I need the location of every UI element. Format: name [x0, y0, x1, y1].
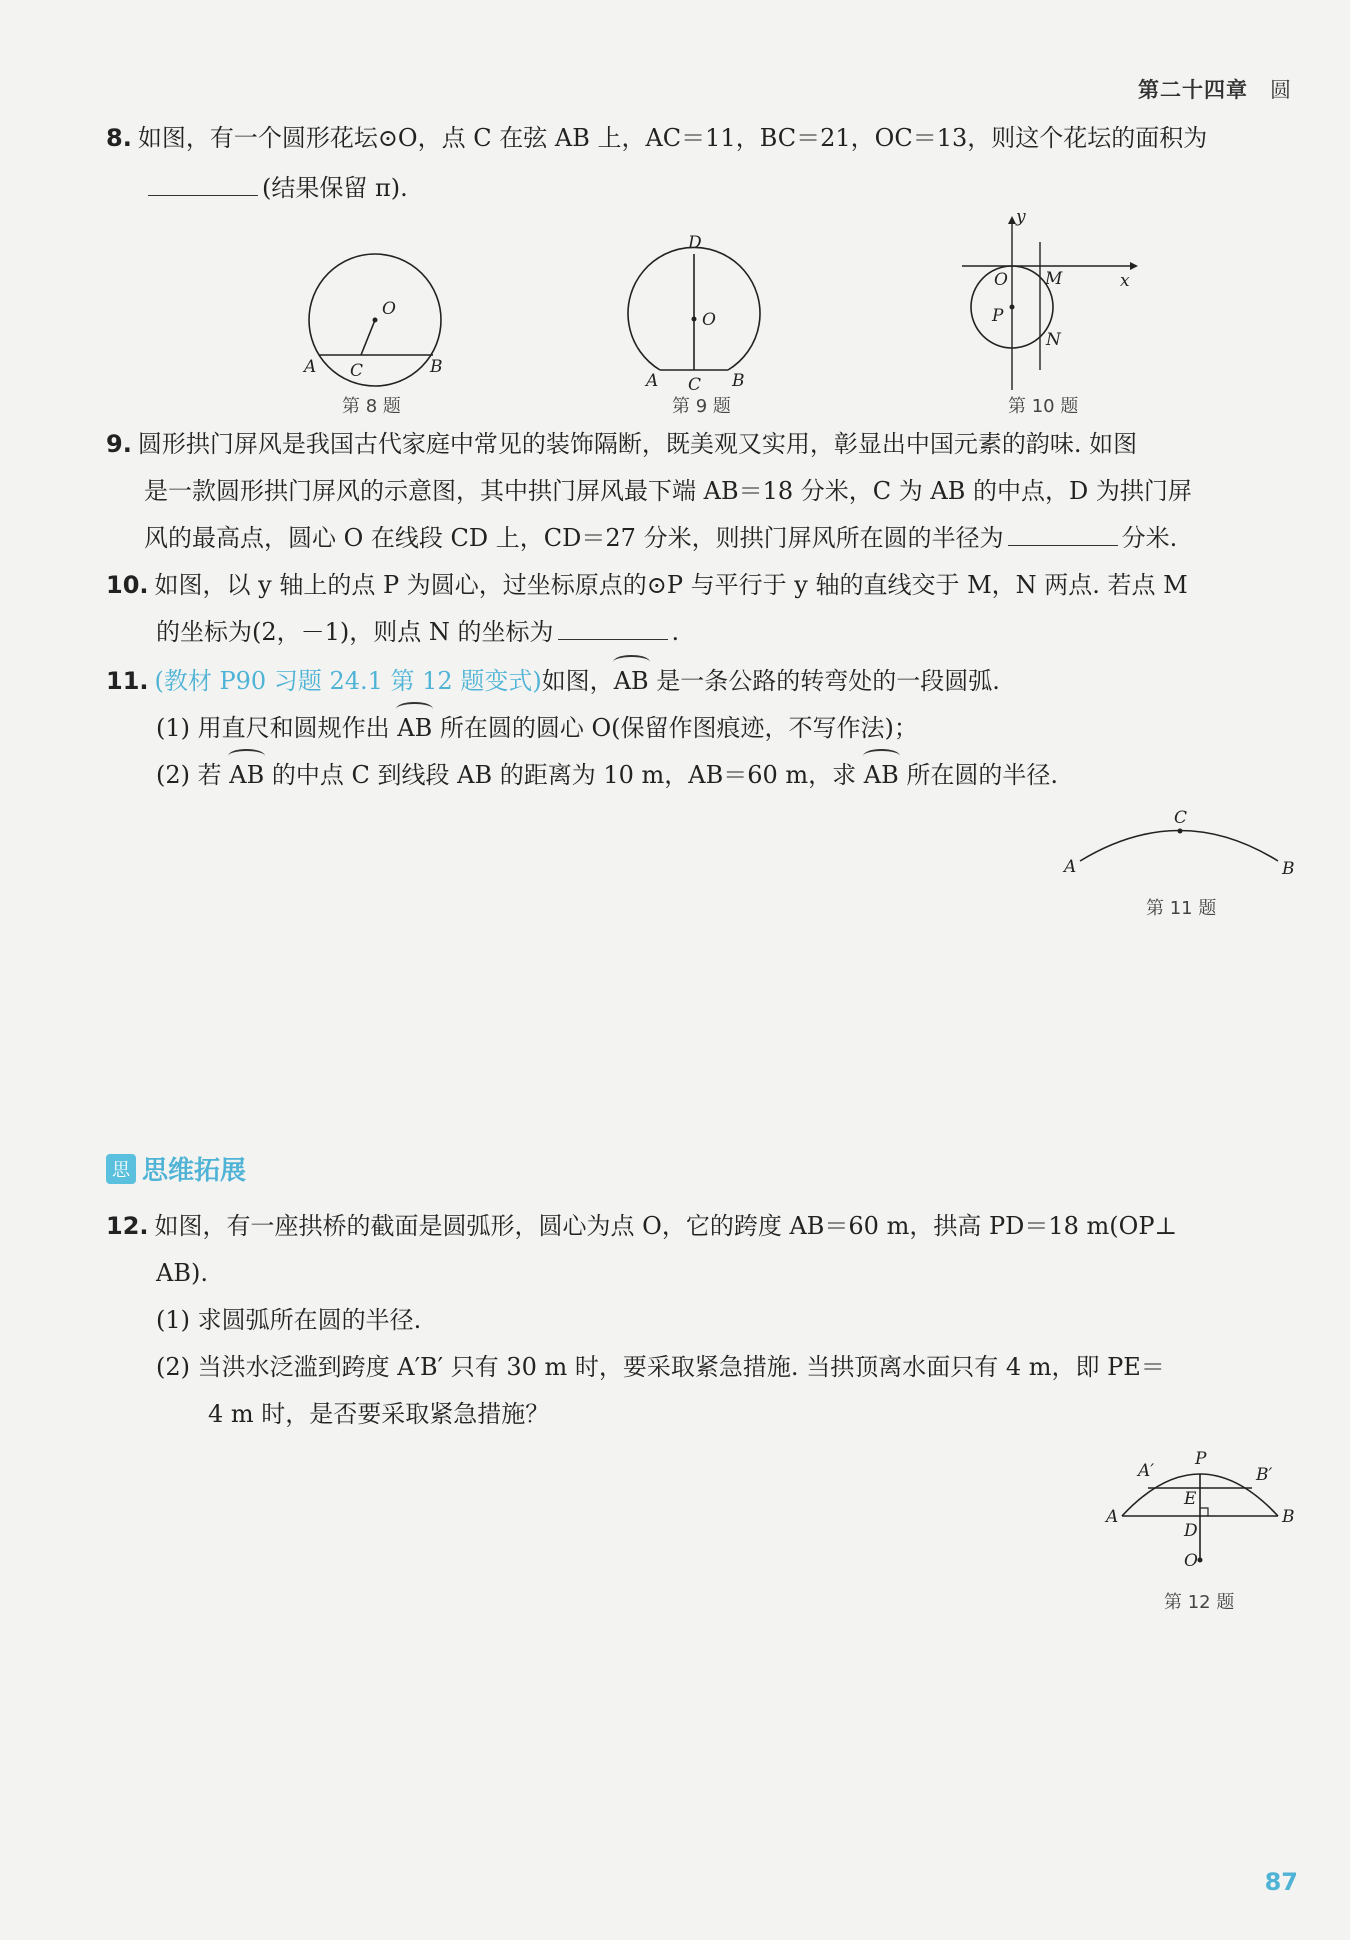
q11-p1-arc: AB — [397, 711, 432, 745]
q9-answer-blank[interactable] — [1008, 523, 1118, 546]
f9-label-a: A — [646, 371, 659, 391]
figure-12-caption: 第 12 题 — [1164, 1592, 1235, 1613]
q9-line-1 — [106, 427, 1137, 461]
f8-label-a: A — [304, 357, 317, 377]
q11-text-1a: 如图， — [541, 667, 614, 695]
q8-line-1 — [106, 121, 1207, 155]
f12-label-b1: B′ — [1256, 1465, 1273, 1485]
q8-text-1: 如图，有一个圆形花坛⊙O，点 C 在弦 AB 上，AC＝11，BC＝21，OC＝13，则这个花坛的面积为 — [137, 124, 1208, 152]
q11-part-1 — [156, 711, 918, 745]
q10-answer-blank[interactable] — [558, 617, 668, 640]
figure-11-diagram — [1060, 806, 1300, 878]
q9-line-3 — [144, 521, 1177, 555]
q11-arc-ab: AB — [614, 664, 649, 698]
figure-12-diagram — [1100, 1440, 1300, 1580]
f12-label-d: D — [1184, 1521, 1198, 1541]
section-heading — [106, 1150, 246, 1187]
f8-label-o: O — [382, 299, 396, 319]
q8-line-2 — [144, 171, 408, 205]
f12-label-a: A — [1106, 1507, 1119, 1527]
f10-label-n: N — [1046, 330, 1061, 350]
f11-point-c — [1178, 829, 1183, 834]
f12-label-p: P — [1195, 1449, 1207, 1469]
q9-text-3b: 分米. — [1121, 524, 1178, 552]
q11-source-note: (教材 P90 习题 24.1 第 12 题变式) — [154, 667, 542, 695]
chapter-subject: 圆 — [1270, 78, 1292, 102]
page-number: 87 — [1264, 1868, 1298, 1896]
chapter-title: 第二十四章 — [1138, 78, 1248, 102]
f8-center-dot — [373, 318, 378, 323]
q10-text-2a: 的坐标为(2，－1)，则点 N 的坐标为 — [156, 618, 554, 646]
chapter-header — [1138, 74, 1292, 104]
f10-x-arrow — [1130, 262, 1138, 270]
q12-part-2-cont — [208, 1397, 549, 1431]
f12-label-a1: A′ — [1138, 1461, 1155, 1481]
figure-10-diagram — [950, 212, 1140, 392]
q11-part-2 — [156, 758, 1058, 792]
q10-text-1: 如图，以 y 轴上的点 P 为圆心，过坐标原点的⊙P 与平行于 y 轴的直线交于 M，N 两点. 若点 M — [154, 571, 1188, 599]
figure-8-caption: 第 8 题 — [342, 396, 401, 417]
f10-label-m: M — [1045, 269, 1063, 289]
q10-text-2b: . — [671, 618, 680, 646]
q9-number: 9. — [106, 430, 132, 458]
q11-number: 11. — [106, 667, 149, 695]
q11-text-1b: 是一条公路的转弯处的一段圆弧. — [648, 667, 1000, 695]
f10-label-p: P — [992, 306, 1004, 326]
q11-line-1 — [106, 664, 1000, 698]
f9-label-o: O — [702, 310, 716, 330]
f9-center-dot — [692, 317, 697, 322]
f11-label-c: C — [1174, 808, 1188, 828]
figure-9-caption: 第 9 题 — [672, 396, 731, 417]
f12-right-angle — [1200, 1508, 1208, 1516]
q8-answer-blank[interactable] — [148, 173, 258, 196]
q12-part-2 — [156, 1350, 1165, 1384]
q9-text-1: 圆形拱门屏风是我国古代家庭中常见的装饰隔断，既美观又实用，彰显出中国元素的韵味. 如图 — [137, 430, 1138, 458]
f8-segment-oc — [361, 320, 375, 355]
q8-text-2: (结果保留 π). — [262, 174, 408, 202]
q11-p2-arc-2: AB — [864, 758, 899, 792]
figure-8-diagram — [290, 248, 470, 398]
q11-p1b: 所在圆的圆心 O(保留作图痕迹，不写作法)； — [432, 714, 918, 742]
f10-label-y: y — [1016, 212, 1026, 227]
f12-center-dot — [1198, 1558, 1203, 1563]
f10-label-x: x — [1120, 271, 1130, 291]
q12-number: 12. — [106, 1212, 149, 1240]
q10-line-2 — [156, 615, 679, 649]
section-title: 思维拓展 — [142, 1156, 247, 1186]
f10-y-arrow — [1008, 216, 1016, 224]
q12-line-1 — [106, 1209, 1177, 1243]
q12-part-1 — [156, 1303, 421, 1337]
q11-p2b: 的中点 C 到线段 AB 的距离为 10 m，AB＝60 m，求 — [264, 761, 864, 789]
q11-p2c: 所在圆的半径. — [898, 761, 1059, 789]
figure-9-diagram — [620, 228, 780, 398]
f9-label-c: C — [688, 375, 702, 395]
f11-arc — [1080, 831, 1278, 862]
q10-number: 10. — [106, 571, 149, 599]
f10-center-dot — [1010, 305, 1015, 310]
q12-line-2 — [156, 1256, 208, 1290]
q9-line-2 — [144, 474, 1192, 508]
f12-label-o: O — [1184, 1551, 1198, 1571]
q12-p3: 4 m 时，是否要采取紧急措施？ — [208, 1400, 550, 1428]
f8-label-b: B — [430, 357, 443, 377]
figure-10-caption: 第 10 题 — [1008, 396, 1079, 417]
q11-p1a: (1) 用直尺和圆规作出 — [156, 714, 398, 742]
q8-number: 8. — [106, 124, 132, 152]
f12-label-b: B — [1282, 1507, 1295, 1527]
f10-label-o: O — [994, 270, 1008, 290]
f8-label-c: C — [350, 361, 364, 381]
q12-text-1: 如图，有一座拱桥的截面是圆弧形，圆心为点 O，它的跨度 AB＝60 m，拱高 PD＝18 m(OP⊥ — [154, 1212, 1178, 1240]
q11-p2-arc-1: AB — [229, 758, 264, 792]
q9-text-2: 是一款圆形拱门屏风的示意图，其中拱门屏风最下端 AB＝18 分米，C 为 AB 的中点，D 为拱门屏 — [144, 477, 1192, 505]
q12-p1: (1) 求圆弧所在圆的半径. — [156, 1306, 422, 1334]
f9-label-b: B — [732, 371, 745, 391]
q12-text-2: AB). — [156, 1259, 208, 1287]
q10-line-1 — [106, 568, 1188, 602]
figure-11-caption: 第 11 题 — [1146, 898, 1217, 919]
q11-p2a: (2) 若 — [156, 761, 230, 789]
f12-label-e: E — [1184, 1489, 1197, 1509]
section-icon: 思 — [106, 1154, 136, 1184]
f11-label-a: A — [1064, 857, 1077, 877]
f9-label-d: D — [688, 233, 702, 253]
q12-p2: (2) 当洪水泛滥到跨度 A′B′ 只有 30 m 时，要采取紧急措施. 当拱顶离水面只有 4 m，即 PE＝ — [156, 1353, 1165, 1381]
q9-text-3a: 风的最高点，圆心 O 在线段 CD 上，CD＝27 分米，则拱门屏风所在圆的半径为 — [144, 524, 1004, 552]
f11-label-b: B — [1282, 859, 1295, 878]
